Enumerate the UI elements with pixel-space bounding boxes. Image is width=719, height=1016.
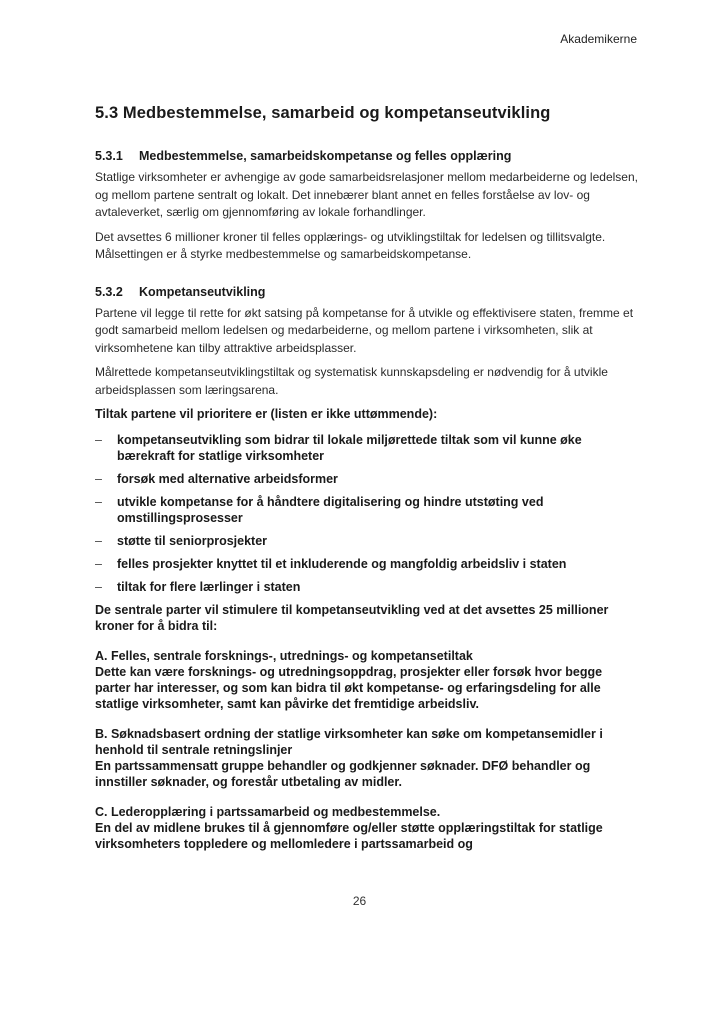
list-intro: Tiltak partene vil prioritere er (listen er ikke uttømmende): xyxy=(95,407,438,421)
subsection-title: Medbestemmelse, samarbeidskompetanse og felles opplæring xyxy=(139,149,512,163)
list-item-text: forsøk med alternative arbeidsformer xyxy=(117,472,338,486)
dash-bullet-icon: – xyxy=(95,495,102,509)
item-c xyxy=(95,804,640,852)
stimulate-paragraph xyxy=(95,602,640,634)
paragraph: Det avsettes 6 millioner kroner til felles opplærings- og utviklingstiltak for ledelsen og tillitsvalgte. Målsettingen er å styrke medbestemmelse og samarbeidskompetanse. xyxy=(95,229,606,261)
dash-bullet-icon: – xyxy=(95,534,102,548)
item-c-text: En del av midlene brukes til å gjennomføre og/eller støtte opplæringstiltak for statlige virksomheters toppledere og mellomledere i partssamarbeid og xyxy=(95,821,603,851)
item-c-title: C. Lederopplæring i partssamarbeid og medbestemmelse. xyxy=(95,805,441,819)
item-a-text: Dette kan være forsknings- og utredningsoppdrag, prosjekter eller forsøk hvor begge parter har interesser, og som kan bidra til økt kompetanse- og erfaringsdeling for alle statlige virksomheter, samt kan påvirke det fremtidige arbeidsliv. xyxy=(95,665,603,711)
page-number: 26 xyxy=(352,894,367,908)
list-item xyxy=(95,556,640,572)
list-item xyxy=(95,494,640,526)
paragraph: Målrettede kompetanseutviklingstiltak og systematisk kunnskapsdeling er nødvendig for å utvikle arbeidsplassen som læringsarena. xyxy=(95,365,608,397)
item-a xyxy=(95,648,640,712)
dash-bullet-icon: – xyxy=(95,580,102,594)
subsection-number: 5.3.2 xyxy=(95,284,123,299)
page-content xyxy=(95,104,640,866)
list-item-text: kompetanseutvikling som bidrar til lokale miljørettede tiltak som vil kunne øke bærekraft for statlige virksomheter xyxy=(117,433,582,463)
stimulate-text: De sentrale parter vil stimulere til kompetanseutvikling ved at det avsettes 25 millioner kroner for å bidra til: xyxy=(95,603,609,633)
paragraph: Statlige virksomheter er avhengige av gode samarbeidsrelasjoner mellom medarbeiderne og ledelsen, og mellom partene sentralt og lokalt. Det innebærer blant annet en felles forståelse av lov- og avtaleverket, særlig om gjennomføring av lokale forhandlinger. xyxy=(95,170,638,219)
item-b xyxy=(95,726,640,790)
priority-list xyxy=(95,432,640,595)
page-header-org: Akademikerne xyxy=(560,32,637,46)
list-item-text: felles prosjekter knyttet til et inkluderende og mangfoldig arbeidsliv i staten xyxy=(117,557,567,571)
dash-bullet-icon: – xyxy=(95,557,102,571)
subsection-heading-532 xyxy=(95,285,640,299)
subsection-number: 5.3.1 xyxy=(95,149,123,163)
dash-bullet-icon: – xyxy=(95,433,102,447)
item-a-title: A. Felles, sentrale forsknings-, utrednings- og kompetansetiltak xyxy=(95,649,473,663)
item-b-title: B. Søknadsbasert ordning der statlige virksomheter kan søke om kompetansemidler i henhold til sentrale retningslinjer xyxy=(95,727,603,757)
section-title: 5.3 Medbestemmelse, samarbeid og kompetanseutvikling xyxy=(95,104,551,122)
paragraph: Partene vil legge til rette for økt satsing på kompetanse for å utvikle og effektivisere staten, fremme et godt samarbeid mellom ledelsen og medarbeiderne, og mellom partene i virksomheten, slik at virksomhetene kan tilby attraktive arbeidsplasser. xyxy=(95,305,634,355)
subsection-title: Kompetanseutvikling xyxy=(139,284,266,299)
dash-bullet-icon: – xyxy=(95,472,102,486)
list-item xyxy=(95,432,640,464)
list-item xyxy=(95,533,640,549)
subsection-heading-531 xyxy=(95,149,640,163)
list-item-text: støtte til seniorprosjekter xyxy=(117,534,268,548)
list-item-text: tiltak for flere lærlinger i staten xyxy=(117,580,301,594)
list-item-text: utvikle kompetanse for å håndtere digitalisering og hindre utstøting ved omstillingsprosesser xyxy=(117,495,544,525)
item-b-text: En partssammensatt gruppe behandler og godkjenner søknader. DFØ behandler og innstiller søknader, og forestår utbetaling av midler. xyxy=(95,759,591,789)
list-item xyxy=(95,579,640,595)
list-item xyxy=(95,471,640,487)
